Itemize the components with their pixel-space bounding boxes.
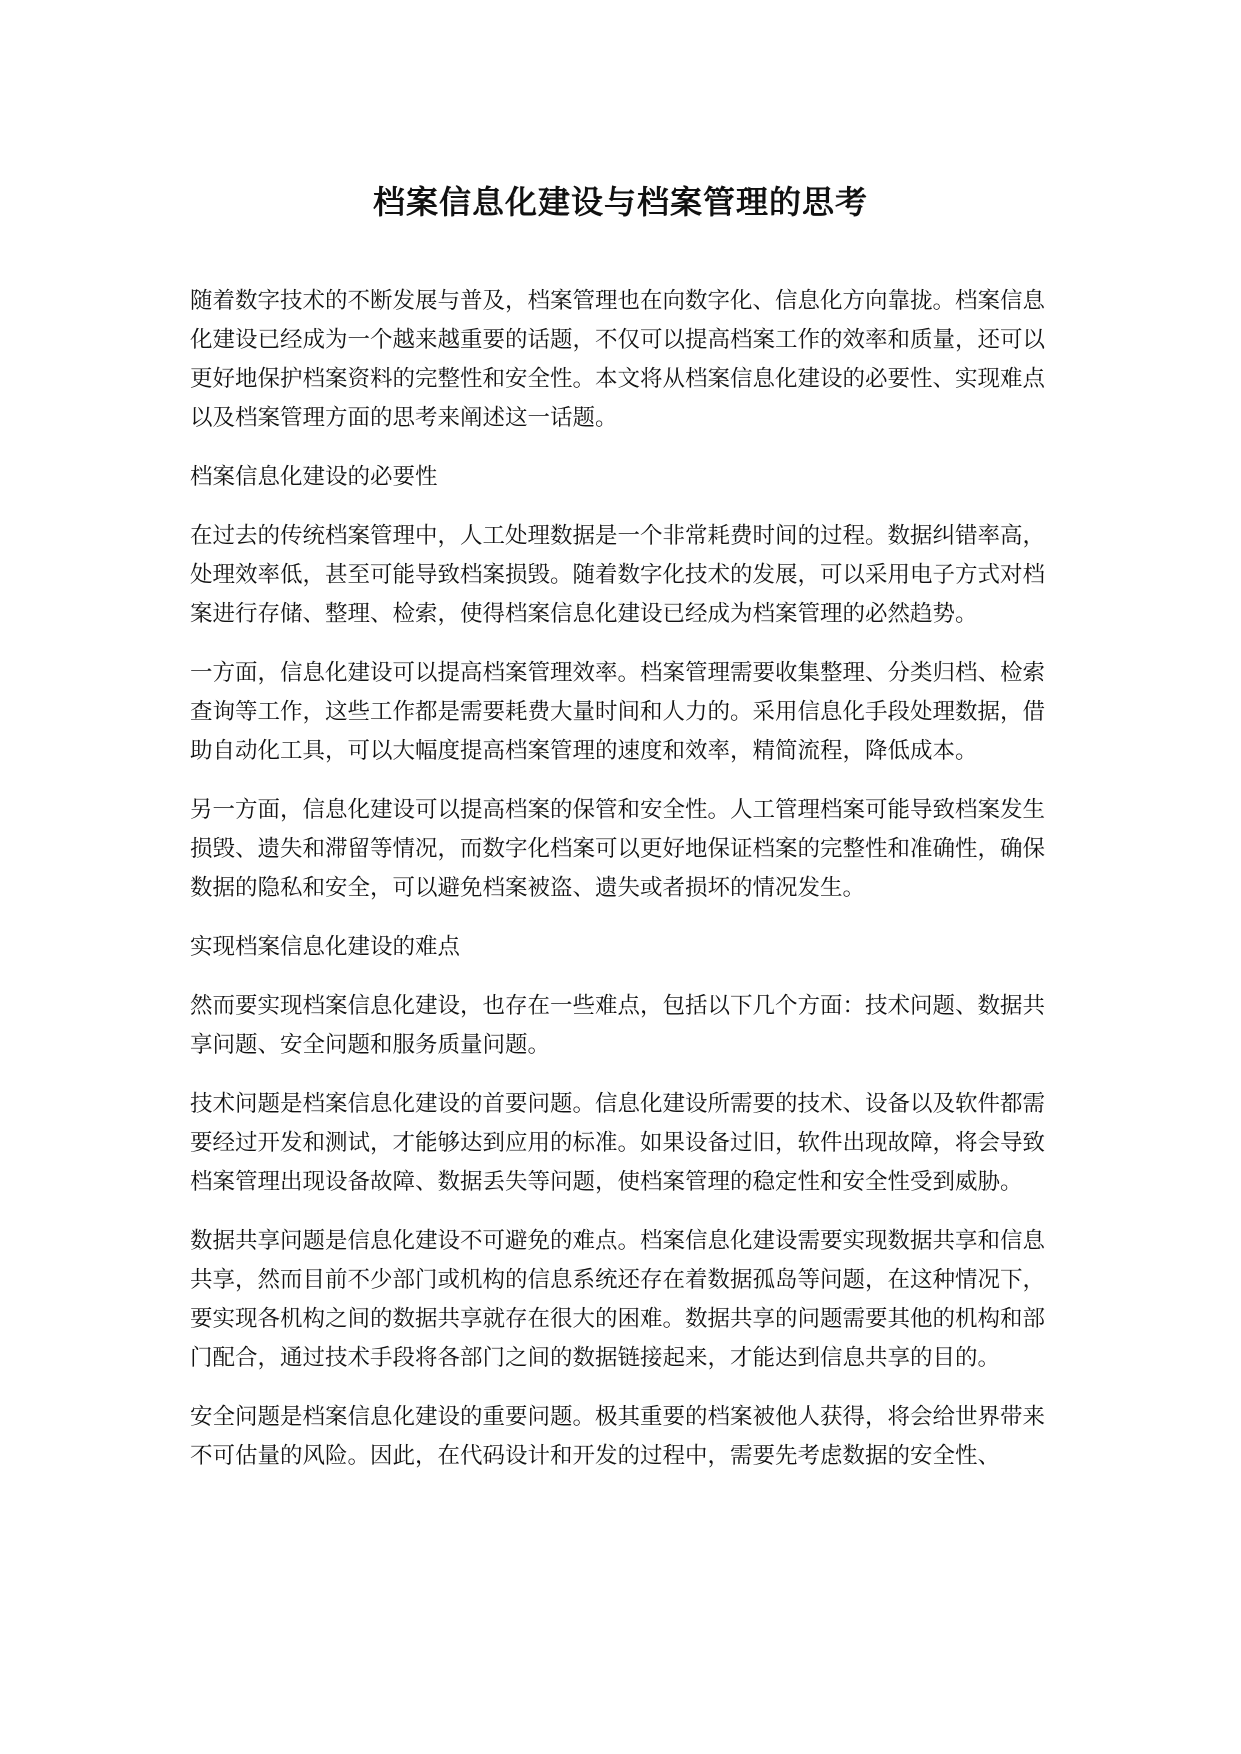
paragraph-technical-issues: 技术问题是档案信息化建设的首要问题。信息化建设所需要的技术、设备以及软件都需要经过开发和测试，才能够达到应用的标准。如果设备过旧，软件出现故障，将会导致档案管理出现设备故障、数据丢失等问题，使档案管理的稳定性和安全性受到威胁。 bbox=[190, 1091, 1046, 1195]
paragraph-data-sharing: 数据共享问题是信息化建设不可避免的难点。档案信息化建设需要实现数据共享和信息共享，然而目前不少部门或机构的信息系统还存在着数据孤岛等问题，在这种情况下，要实现各机构之间的数据共享就存在很大的困难。数据共享的问题需要其他的机构和部门配合，通过技术手段将各部门之间的数据链接起来，才能达到信息共享的目的。 bbox=[190, 1228, 1046, 1371]
section-heading-necessity: 档案信息化建设的必要性 bbox=[190, 464, 438, 490]
intro-paragraph: 随着数字技术的不断发展与普及，档案管理也在向数字化、信息化方向靠拢。档案信息化建设已经成为一个越来越重要的话题，不仅可以提高档案工作的效率和质量，还可以更好地保护档案资料的完整性和安全性。本文将从档案信息化建设的必要性、实现难点以及档案管理方面的思考来阐述这一话题。 bbox=[190, 288, 1046, 431]
section-heading-difficulties: 实现档案信息化建设的难点 bbox=[190, 934, 461, 960]
paragraph-difficulties-overview: 然而要实现档案信息化建设，也存在一些难点，包括以下几个方面：技术问题、数据共享问题、安全问题和服务质量问题。 bbox=[190, 993, 1046, 1058]
document-title: 档案信息化建设与档案管理的思考 bbox=[372, 183, 868, 221]
paragraph-security-issues: 安全问题是档案信息化建设的重要问题。极其重要的档案被他人获得，将会给世界带来不可估量的风险。因此，在代码设计和开发的过程中，需要先考虑数据的安全性、 bbox=[190, 1404, 1046, 1469]
paragraph-security: 另一方面，信息化建设可以提高档案的保管和安全性。人工管理档案可能导致档案发生损毁、遗失和滞留等情况，而数字化档案可以更好地保证档案的完整性和准确性，确保数据的隐私和安全，可以避免档案被盗、遗失或者损坏的情况发生。 bbox=[190, 797, 1046, 901]
paragraph-traditional-management: 在过去的传统档案管理中，人工处理数据是一个非常耗费时间的过程。数据纠错率高，处理效率低，甚至可能导致档案损毁。随着数字化技术的发展，可以采用电子方式对档案进行存储、整理、检索，使得档案信息化建设已经成为档案管理的必然趋势。 bbox=[190, 523, 1046, 627]
paragraph-efficiency: 一方面，信息化建设可以提高档案管理效率。档案管理需要收集整理、分类归档、检索查询等工作，这些工作都是需要耗费大量时间和人力的。采用信息化手段处理数据，借助自动化工具，可以大幅度提高档案管理的速度和效率，精简流程，降低成本。 bbox=[190, 660, 1046, 764]
document-body bbox=[190, 282, 1050, 1496]
